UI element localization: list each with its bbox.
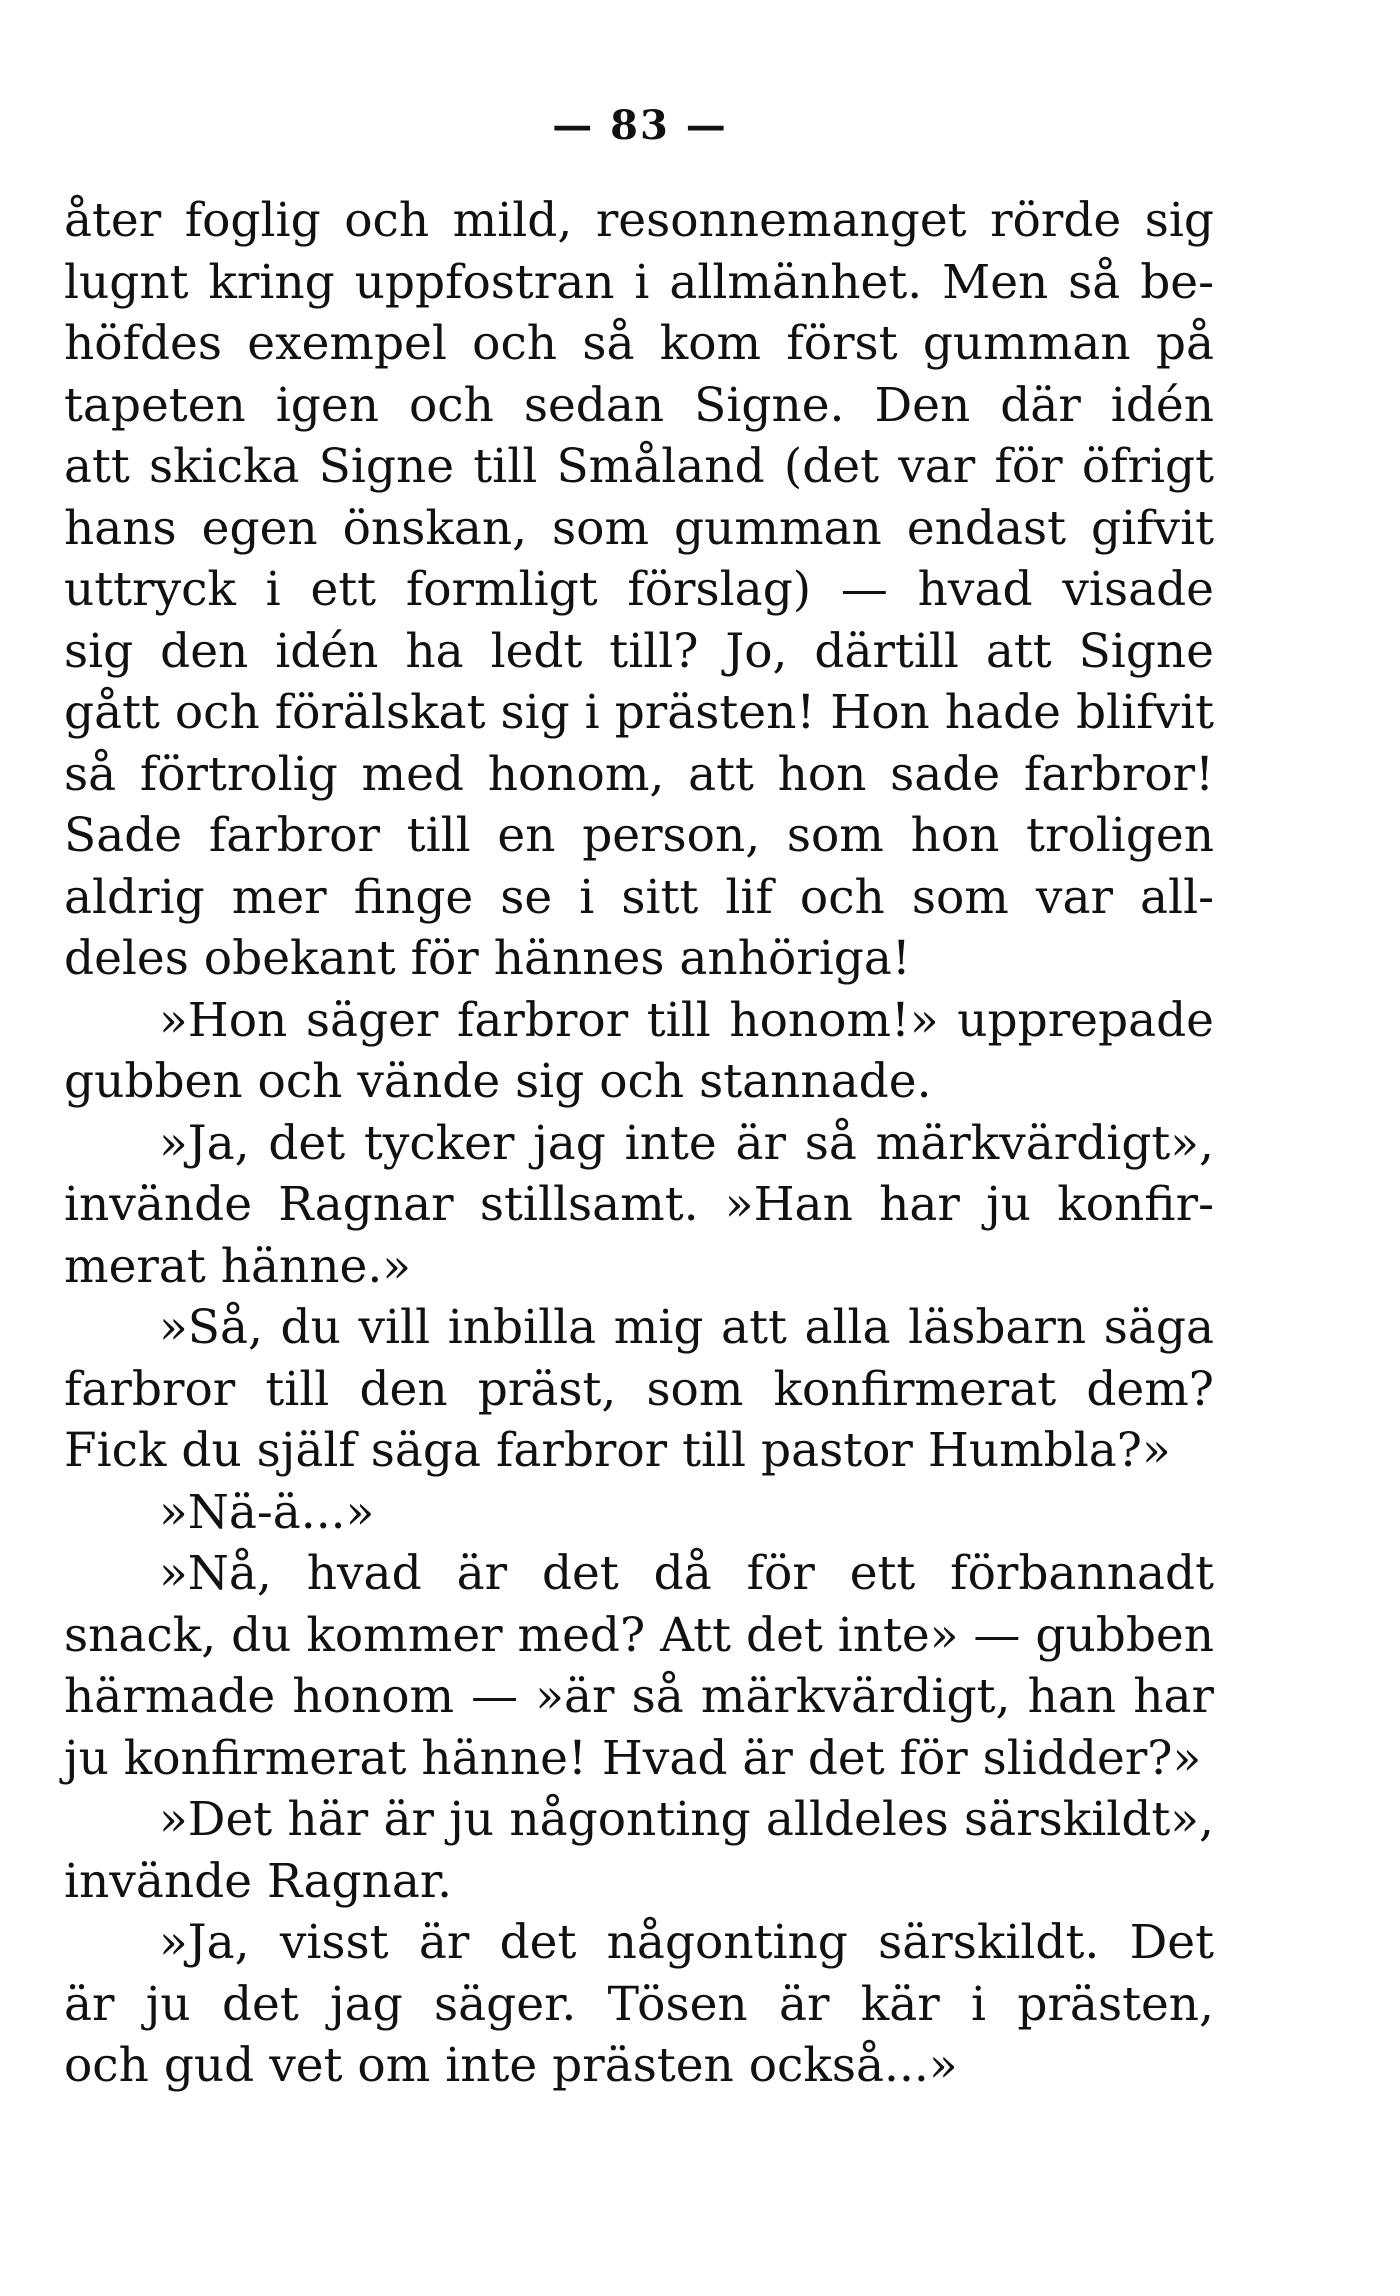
body-text [64, 190, 1214, 2097]
text-line: »Ja, det tycker jag inte är så märkvärdigt», [159, 1115, 1214, 1171]
text-line: farbror till den präst, som konfirmerat dem? [64, 1361, 1214, 1417]
text-line: att skicka Signe till Småland (det var för öfrigt [64, 439, 1214, 494]
text-line: merat hänne.» [64, 1238, 412, 1294]
text-line: invände Ragnar stillsamt. »Han har ju konfir- [64, 1177, 1214, 1232]
text-line: Sade farbror till en person, som hon troligen [64, 808, 1214, 863]
text-line: »Nå, hvad är det då för ett förbannadt [159, 1546, 1214, 1601]
text-line: invände Ragnar. [64, 1853, 453, 1909]
text-line: lugnt kring uppfostran i allmänhet. Men så be- [64, 254, 1214, 310]
text-line: »Det här är ju någonting alldeles särskildt», [159, 1792, 1214, 1847]
text-line: uttryck i ett formligt förslag) — hvad visade [64, 562, 1214, 617]
text-line: härmade honom — »är så märkvärdigt, han har [64, 1669, 1214, 1724]
text-line: höfdes exempel och så kom först gumman på [64, 316, 1214, 371]
text-line: »Hon säger farbror till honom!» upprepade [159, 992, 1214, 1048]
text-line: tapeten igen och sedan Signe. Den där idén [64, 377, 1214, 433]
text-line: hans egen önskan, som gumman endast gifvit [64, 500, 1214, 556]
text-line: deles obekant för hännes anhöriga! [64, 931, 911, 986]
text-line: sig den idén ha ledt till? Jo, därtill att Signe [64, 623, 1214, 679]
text-line: »Så, du vill inbilla mig att alla läsbarn säga [159, 1300, 1214, 1355]
text-line: så förtrolig med honom, att hon sade farbror! [64, 746, 1214, 802]
page-number: — 83 — [552, 102, 728, 149]
text-line: är ju det jag säger. Tösen är kär i prästen, [64, 1976, 1214, 2032]
text-line: och gud vet om inte prästen också...» [64, 2038, 958, 2093]
text-line: gått och förälskat sig i prästen! Hon hade blifvit [64, 685, 1214, 740]
text-line: gubben och vände sig och stannade. [64, 1054, 932, 1109]
text-line: »Ja, visst är det någonting särskildt. Det [159, 1915, 1214, 1970]
text-line: aldrig mer finge se i sitt lif och som var all- [64, 869, 1214, 925]
text-line: snack, du kommer med? Att det inte» — gubben [64, 1607, 1214, 1663]
text-line: åter foglig och mild, resonnemanget rörde sig [64, 193, 1214, 248]
text-line: »Nä-ä...» [159, 1484, 375, 1540]
text-line: ju konfirmerat hänne! Hvad är det för slidder?» [64, 1730, 1202, 1786]
text-line: Fick du själf säga farbror till pastor Humbla?» [64, 1423, 1171, 1478]
